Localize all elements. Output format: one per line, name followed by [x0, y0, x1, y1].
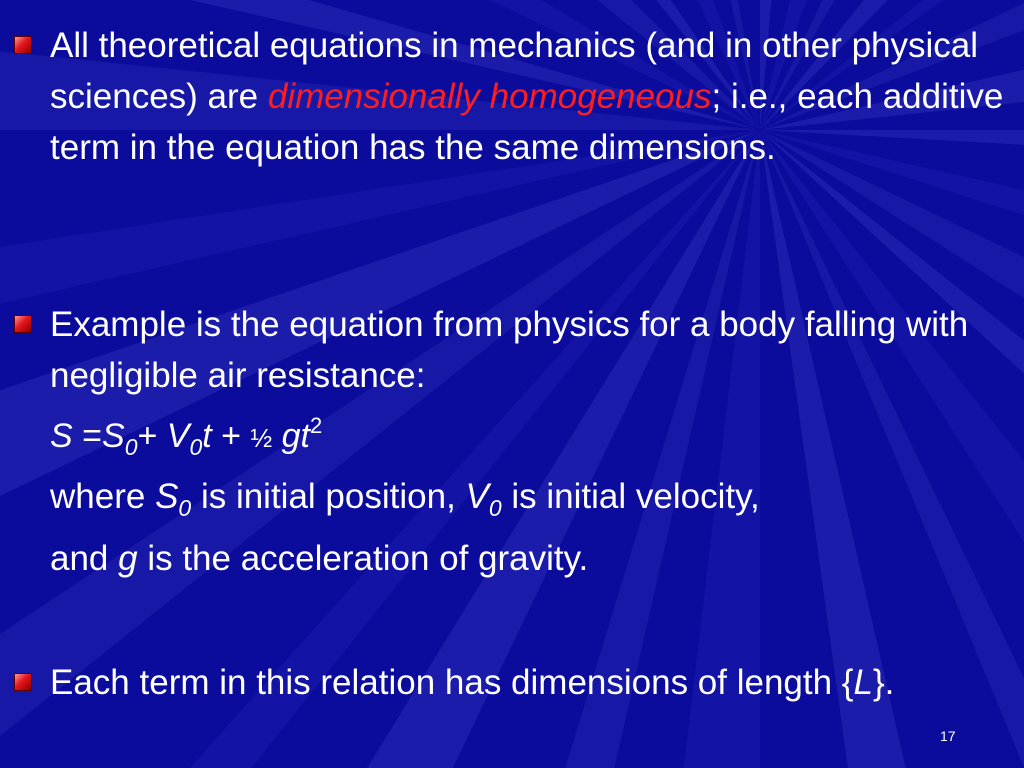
bullet-marker	[14, 36, 32, 54]
bullet-3-text-post: }.	[872, 663, 895, 702]
eq-S: S	[50, 417, 73, 455]
where-post: is initial velocity,	[501, 477, 760, 516]
bullet-text-3	[50, 657, 1015, 708]
equation	[50, 411, 322, 464]
bullet-3-symbol: L	[853, 663, 873, 702]
eq-V0-subscript: 0	[189, 434, 203, 460]
bullet-marker	[14, 673, 32, 691]
eq-equals: =	[72, 417, 102, 455]
and-line	[50, 533, 588, 584]
bullet-1-text-post: ; i.e., each additive term in the equation has the same dimensions.	[50, 77, 1004, 167]
bullet-1-text-pre: All theoretical equations in mechanics (and in other physical sciences) are	[50, 26, 979, 116]
where-S: S	[155, 477, 179, 516]
where-V: V	[465, 477, 489, 516]
bullet-1-emphasis: dimensionally homogeneous	[267, 77, 712, 116]
where-line	[50, 471, 760, 522]
where-pre: where	[50, 477, 156, 516]
eq-S0: S	[102, 417, 125, 455]
bullet-text-1	[50, 20, 1015, 173]
eq-exponent: 2	[309, 413, 323, 438]
where-V-subscript: 0	[488, 495, 502, 521]
bullet-marker	[14, 315, 32, 333]
eq-half: ½	[250, 423, 273, 453]
eq-S0-subscript: 0	[124, 434, 138, 460]
bullet-3-text-pre: Each term in this relation has dimensions of length {	[50, 663, 854, 702]
eq-plus: +	[137, 417, 167, 455]
and-pre: and	[50, 539, 119, 578]
bullet-text-2: Example is the equation from physics for a body falling with negligible air resistance:	[50, 305, 969, 395]
eq-V0: V	[166, 417, 190, 455]
eq-t: t	[202, 417, 212, 455]
page-number: 17	[940, 728, 956, 744]
where-mid: is initial position,	[191, 477, 466, 516]
eq-gt: gt	[281, 417, 310, 455]
where-S-subscript: 0	[178, 495, 192, 521]
eq-plus: +	[211, 417, 251, 455]
and-post: is the acceleration of gravity.	[137, 539, 589, 578]
and-g: g	[118, 539, 138, 578]
